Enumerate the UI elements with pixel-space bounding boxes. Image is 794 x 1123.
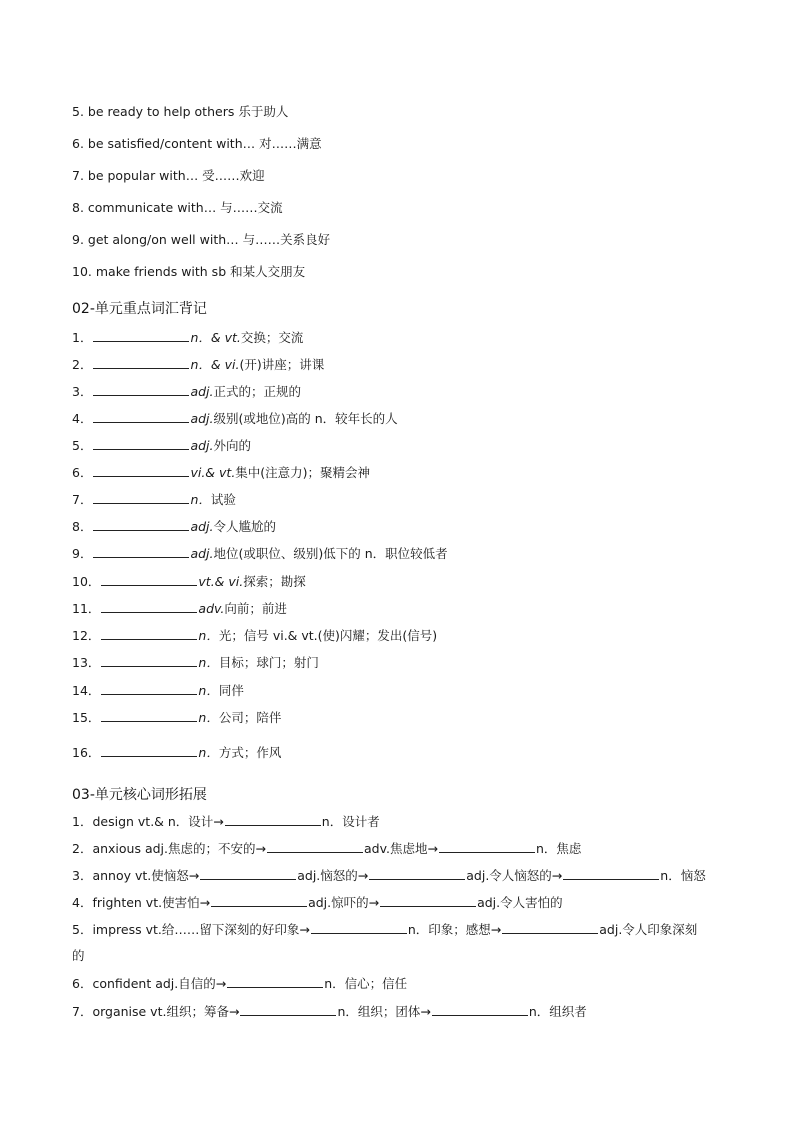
part-of-speech: adj. [190, 519, 214, 534]
vocab-number: 2． [72, 357, 93, 372]
vocab-meaning: 外向的 [213, 438, 252, 453]
vocab-meaning: 地位(或职位、级别)低下的 n．职位较低者 [213, 546, 448, 561]
vocab-item [72, 545, 448, 562]
phrase-line: 9. get along/on well with… 与……关系良好 [72, 232, 331, 247]
vocab-meaning: 光；信号 vi.& vt.(使)闪耀；发出(信号) [218, 628, 438, 643]
vocab-meaning: (开)讲座；讲课 [239, 357, 325, 372]
word-form-item [72, 867, 706, 884]
word-form-item [72, 921, 697, 938]
answer-blank[interactable] [502, 921, 598, 934]
answer-blank[interactable] [101, 600, 197, 613]
part-of-speech: adj. [190, 384, 214, 399]
answer-blank[interactable] [101, 744, 197, 757]
answer-blank[interactable] [93, 464, 189, 477]
vocab-item [72, 682, 244, 699]
answer-blank[interactable] [439, 840, 535, 853]
vocab-number: 16． [72, 745, 101, 760]
answer-blank[interactable] [380, 894, 476, 907]
part-of-speech: adj. [190, 546, 214, 561]
vocab-number: 6． [72, 465, 93, 480]
phrase-line: 10. make friends with sb 和某人交朋友 [72, 264, 306, 279]
answer-blank[interactable] [267, 840, 363, 853]
answer-blank[interactable] [93, 518, 189, 531]
part-of-speech: n． [198, 683, 219, 698]
part-of-speech: n． [198, 710, 219, 725]
answer-blank[interactable] [93, 383, 189, 396]
answer-blank[interactable] [432, 1003, 528, 1016]
part-of-speech: n．& vi. [190, 357, 240, 372]
vocab-meaning: 令人尴尬的 [213, 519, 277, 534]
word-form-text: adj.令人害怕的 [477, 895, 563, 910]
answer-blank[interactable] [311, 921, 407, 934]
vocab-item [72, 329, 303, 346]
vocab-number: 13． [72, 655, 101, 670]
answer-blank[interactable] [101, 709, 197, 722]
answer-blank[interactable] [225, 813, 321, 826]
word-form-text: adj.令人恼怒的→ [466, 868, 563, 883]
answer-blank[interactable] [240, 1003, 336, 1016]
answer-blank[interactable] [563, 867, 659, 880]
vocab-number: 8． [72, 519, 93, 534]
vocab-number: 14． [72, 683, 101, 698]
vocab-number: 15． [72, 710, 101, 725]
answer-blank[interactable] [369, 867, 465, 880]
word-form-text: 3．annoy vt.使恼怒→ [72, 868, 200, 883]
word-form-text: adj.令人印象深刻 [599, 922, 698, 937]
word-form-text: 6．confident adj.自信的→ [72, 976, 227, 991]
vocab-meaning: 集中(注意力)；聚精会神 [235, 465, 371, 480]
vocab-meaning: 探索；勘探 [243, 574, 306, 589]
word-form-item [72, 894, 563, 911]
word-form-text: adj.惊吓的→ [308, 895, 380, 910]
vocab-number: 11． [72, 601, 101, 616]
vocab-number: 3． [72, 384, 93, 399]
part-of-speech: vi.& vt. [190, 465, 236, 480]
word-form-text: 5．impress vt.给……留下深刻的好印象→ [72, 922, 310, 937]
word-form-text: 4．frighten vt.使害怕→ [72, 895, 211, 910]
word-form-item [72, 840, 581, 857]
word-form-continuation: 的 [72, 948, 85, 963]
part-of-speech: adv. [198, 601, 225, 616]
word-form-text: adv.焦虑地→ [363, 841, 438, 856]
word-form-text: n．设计者 [321, 814, 380, 829]
vocab-item [72, 383, 301, 400]
section-heading-vocabulary: 02-单元重点词汇背记 [72, 301, 207, 317]
answer-blank[interactable] [93, 437, 189, 450]
vocab-meaning: 向前；前进 [224, 601, 287, 616]
phrase-line: 8. communicate with… 与……交流 [72, 200, 283, 215]
vocab-item [72, 356, 324, 373]
vocab-number: 5． [72, 438, 93, 453]
vocab-number: 10． [72, 574, 101, 589]
vocab-number: 9． [72, 546, 93, 561]
word-form-text: n．组织者 [528, 1004, 587, 1019]
answer-blank[interactable] [93, 410, 189, 423]
answer-blank[interactable] [101, 573, 197, 586]
word-form-item [72, 813, 380, 830]
answer-blank[interactable] [93, 545, 189, 558]
word-form-item [72, 975, 407, 992]
vocab-number: 1． [72, 330, 93, 345]
part-of-speech: n． [198, 628, 219, 643]
word-form-item [72, 1003, 587, 1020]
answer-blank[interactable] [227, 975, 323, 988]
vocab-meaning: 目标；球门；射门 [218, 655, 319, 670]
vocab-meaning: 正式的；正规的 [213, 384, 302, 399]
answer-blank[interactable] [101, 654, 197, 667]
vocab-item [72, 573, 306, 590]
word-form-text: 7．organise vt.组织；筹备→ [72, 1004, 240, 1019]
vocab-item [72, 464, 370, 481]
vocab-number: 12． [72, 628, 101, 643]
vocab-number: 7． [72, 492, 93, 507]
vocab-meaning: 公司；陪伴 [218, 710, 282, 725]
vocab-meaning: 试验 [210, 492, 236, 507]
word-form-text: 1．design vt.& n．设计→ [72, 814, 224, 829]
vocab-item [72, 600, 287, 617]
part-of-speech: n． [190, 492, 211, 507]
vocab-item [72, 518, 276, 535]
word-form-text: 2．anxious adj.焦虑的；不安的→ [72, 841, 266, 856]
vocab-meaning: 交换；交流 [240, 330, 304, 345]
part-of-speech: vt.& vi. [198, 574, 244, 589]
vocab-item [72, 627, 437, 644]
answer-blank[interactable] [211, 894, 307, 907]
section-heading-word-forms: 03-单元核心词形拓展 [72, 787, 207, 803]
vocab-item [72, 654, 319, 671]
vocab-item [72, 410, 398, 427]
word-form-text: n．印象；感想→ [407, 922, 502, 937]
word-form-text: adj.恼怒的→ [297, 868, 369, 883]
answer-blank[interactable] [101, 682, 197, 695]
vocab-number: 4． [72, 411, 93, 426]
word-form-text: n．组织；团体→ [337, 1004, 431, 1019]
part-of-speech: adj. [190, 411, 214, 426]
vocab-item [72, 491, 236, 508]
answer-blank[interactable] [101, 627, 197, 640]
phrase-line: 7. be popular with… 受……欢迎 [72, 168, 265, 183]
answer-blank[interactable] [93, 329, 189, 342]
word-form-text: n．恼怒 [660, 868, 706, 883]
vocab-meaning: 同伴 [218, 683, 244, 698]
vocab-item [72, 437, 251, 454]
word-form-text: n．信心；信任 [324, 976, 408, 991]
part-of-speech: n． [198, 745, 219, 760]
answer-blank[interactable] [93, 491, 189, 504]
part-of-speech: n．& vt. [190, 330, 241, 345]
phrase-line: 6. be satisfied/content with… 对……满意 [72, 136, 322, 151]
vocab-item [72, 744, 281, 761]
part-of-speech: n． [198, 655, 219, 670]
part-of-speech: adj. [190, 438, 214, 453]
answer-blank[interactable] [200, 867, 296, 880]
answer-blank[interactable] [93, 356, 189, 369]
word-form-text: n．焦虑 [535, 841, 582, 856]
vocab-meaning: 级别(或地位)高的 n．较年长的人 [213, 411, 398, 426]
phrase-line: 5. be ready to help others 乐于助人 [72, 104, 289, 119]
vocab-meaning: 方式；作风 [218, 745, 282, 760]
vocab-item [72, 709, 281, 726]
